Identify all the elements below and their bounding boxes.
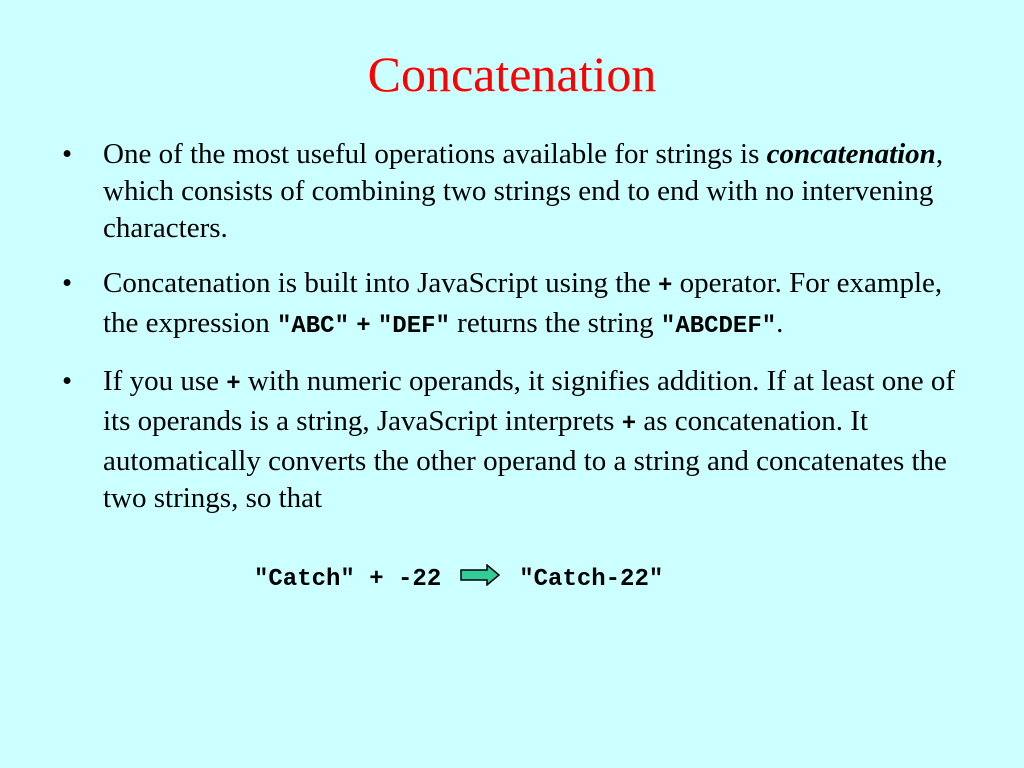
arrow-shape <box>461 565 499 585</box>
operator: + <box>621 411 637 438</box>
text: operator. For example, the expression <box>103 267 943 339</box>
text: One of the most useful operations available for strings is <box>103 138 767 170</box>
example-result: "Catch-22" <box>519 565 664 593</box>
text: as concatenation. It automatically converts the other operand to a string and concatenates the two strings, so that <box>103 405 947 514</box>
code-literal: "ABC" <box>276 313 349 340</box>
bullet-glyph: • <box>62 267 73 299</box>
slide-title: Concatenation <box>367 46 657 102</box>
concatenation-example <box>254 563 663 595</box>
text: . <box>776 307 784 339</box>
text: If you use <box>103 365 227 397</box>
right-arrow-icon-graphic <box>460 564 500 586</box>
bullet-glyph: • <box>62 138 73 170</box>
bullet-item-3 <box>62 363 962 517</box>
bullet-list <box>62 136 962 535</box>
text: returns the string <box>449 307 661 339</box>
operator: + <box>657 273 673 300</box>
text: with numeric operands, it signifies addition. If at least one of its operands is a string, JavaScript interprets <box>103 365 955 437</box>
bullet-item-2 <box>62 265 962 345</box>
bullet-item-1 <box>62 136 962 247</box>
example-expression: "Catch" + -22 <box>254 565 442 593</box>
operator: + <box>356 313 371 340</box>
operator: + <box>226 371 241 398</box>
right-arrow-icon <box>460 564 500 594</box>
code-literal: "DEF" <box>377 313 450 340</box>
text <box>371 307 378 339</box>
bullet-glyph: • <box>62 365 73 397</box>
code-literal: "ABCDEF" <box>660 313 777 340</box>
text: , which consists of combining two strings end to end with no intervening characters. <box>103 138 944 244</box>
text: Concatenation is built into JavaScript using the <box>103 267 658 299</box>
emphasized-term: concatenation <box>766 138 936 170</box>
